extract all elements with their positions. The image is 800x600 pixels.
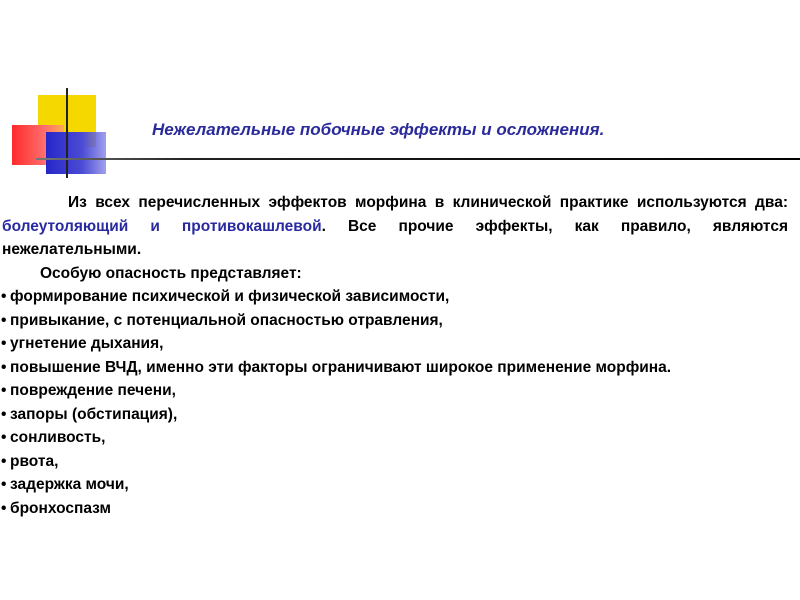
list-item: • бронхоспазм	[2, 497, 788, 521]
slide-title: Нежелательные побочные эффекты и осложнения.	[152, 120, 605, 139]
danger-heading: Особую опасность представляет:	[40, 264, 302, 282]
list-item: • сонливость,	[2, 426, 788, 450]
list-item: • угнетение дыхания,	[2, 332, 788, 356]
decor-vertical-line	[66, 88, 68, 178]
intro-paragraph	[2, 191, 788, 262]
intro-text-1: Из всех перечисленных эффектов морфина в клинической практике используются два:	[68, 194, 788, 211]
list-item: • запоры (обстипация),	[2, 403, 788, 427]
side-effects-list	[2, 285, 788, 520]
intro-text-2: . Все прочие эффекты, как правило, являются нежелательными.	[2, 217, 788, 258]
list-item: • повреждение печени,	[2, 379, 788, 403]
title-underline	[36, 158, 800, 160]
list-item: • повышение ВЧД, именно эти факторы ограничивают широкое применение морфина.	[2, 356, 788, 380]
decor-blue-square	[46, 132, 106, 174]
slide-body	[2, 191, 788, 520]
list-item: • рвота,	[2, 450, 788, 474]
list-item: • привыкание, с потенциальной опасностью отравления,	[2, 309, 788, 333]
list-item: • формирование психической и физической зависимости,	[2, 285, 788, 309]
list-item: • задержка мочи,	[2, 473, 788, 497]
intro-highlight: болеутоляющий и противокашлевой	[2, 217, 322, 235]
